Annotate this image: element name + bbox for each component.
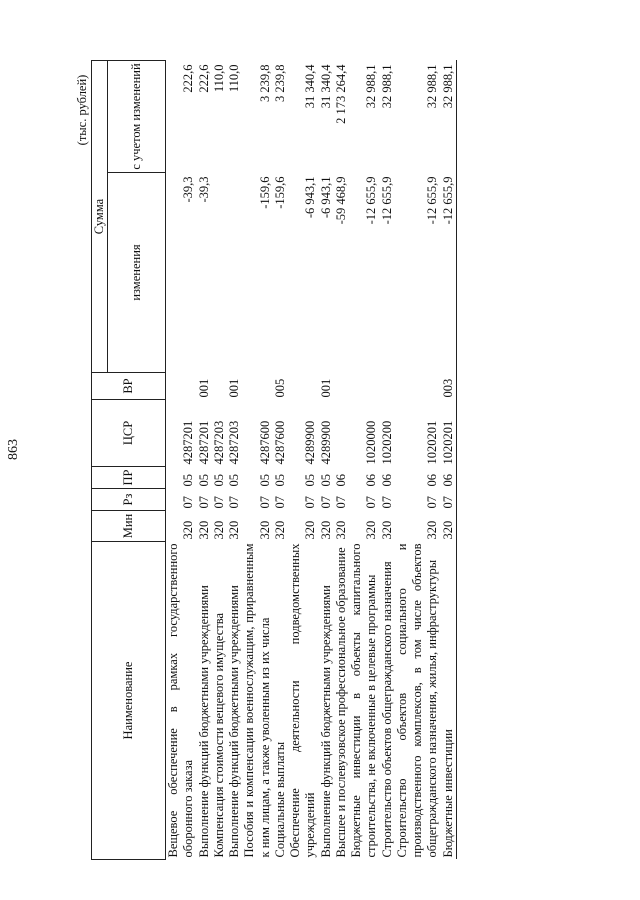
row-total: 32 988,1 bbox=[379, 64, 394, 109]
row-change: -12 655,9 bbox=[364, 176, 379, 225]
row-name: Пособия и компенсации военнослужащим, приравненным к ним лицам, а также уволенным из их числа bbox=[242, 543, 272, 858]
row-pr: 05 bbox=[211, 474, 226, 487]
row-name: Высшее и послевузовское профессиональное образование bbox=[333, 547, 348, 858]
row-total: 31 340,4 bbox=[318, 64, 333, 109]
table-row bbox=[197, 61, 212, 860]
budget-table bbox=[91, 60, 457, 860]
row-change: -59 468,9 bbox=[333, 176, 348, 225]
table-row bbox=[288, 61, 319, 860]
row-min: 320 bbox=[303, 520, 318, 540]
row-name: Выполнение функций бюджетными учреждениями bbox=[227, 585, 241, 858]
row-vr: 005 bbox=[272, 378, 287, 398]
row-name: Бюджетные инвестиции в объекты капитального строительства, не включенные в целевые программы bbox=[349, 543, 379, 858]
row-rz: 07 bbox=[425, 496, 440, 509]
row-change bbox=[227, 173, 242, 373]
table-row bbox=[227, 61, 242, 860]
row-pr: 06 bbox=[425, 474, 440, 487]
table-row bbox=[319, 61, 334, 860]
row-pr: 05 bbox=[257, 474, 272, 487]
row-name: Обеспечение деятельности подведомственных учреждений bbox=[288, 543, 318, 858]
row-change: -39,3 bbox=[181, 176, 196, 203]
row-change: -12 655,9 bbox=[379, 176, 394, 225]
row-csr: 4287600 bbox=[272, 420, 287, 465]
header-csr: ЦСР bbox=[92, 400, 166, 467]
row-vr bbox=[212, 373, 227, 400]
row-total: 2 173 264,4 bbox=[333, 64, 348, 124]
table-row bbox=[212, 61, 227, 860]
row-total: 222,6 bbox=[196, 64, 211, 93]
row-name: Выполнение функций бюджетными учреждениями bbox=[318, 585, 333, 858]
row-pr: 05 bbox=[303, 474, 318, 487]
table-row bbox=[441, 61, 457, 860]
row-change: -12 655,9 bbox=[441, 173, 457, 373]
row-rz: 07 bbox=[257, 496, 272, 509]
row-rz: 07 bbox=[211, 496, 226, 509]
header-pr: ПР bbox=[92, 467, 166, 489]
row-csr: 1020201 bbox=[425, 420, 440, 465]
row-csr: 4287201 bbox=[196, 420, 211, 465]
row-change: -12 655,9 bbox=[425, 176, 440, 225]
units-label: (тыс. рублей) bbox=[75, 74, 89, 146]
row-pr: 05 bbox=[272, 474, 287, 487]
row-csr: 4287203 bbox=[211, 420, 226, 465]
header-name: Наименование bbox=[92, 542, 166, 860]
row-change: -39,3 bbox=[196, 176, 211, 203]
header-min: Мин bbox=[92, 511, 166, 542]
row-vr bbox=[288, 373, 319, 400]
table-row bbox=[395, 61, 441, 860]
table-row bbox=[273, 61, 288, 860]
row-change bbox=[212, 173, 227, 373]
row-vr bbox=[380, 373, 395, 400]
table-row bbox=[166, 61, 197, 860]
row-pr: 06 bbox=[364, 474, 379, 487]
row-csr: 4287600 bbox=[257, 420, 272, 465]
row-pr: 05 bbox=[181, 474, 196, 487]
row-total: 110,0 bbox=[211, 64, 226, 93]
row-change: -159,6 bbox=[272, 176, 287, 209]
row-csr: 4287201 bbox=[181, 420, 196, 465]
row-vr: 001 bbox=[227, 378, 241, 398]
table-row bbox=[380, 61, 395, 860]
row-vr bbox=[334, 373, 349, 400]
row-vr bbox=[166, 373, 197, 400]
row-name: Компенсация стоимости вещевого имущества bbox=[211, 612, 226, 858]
row-min: 320 bbox=[425, 520, 440, 540]
header-with-change: с учетом изменений bbox=[108, 61, 166, 173]
page-number: 863 bbox=[6, 439, 21, 460]
row-vr bbox=[349, 373, 380, 400]
row-total: 31 340,4 bbox=[303, 64, 318, 109]
row-rz: 07 bbox=[441, 489, 457, 511]
row-rz: 07 bbox=[303, 496, 318, 509]
row-pr: 06 bbox=[379, 474, 394, 487]
row-total: 32 988,1 bbox=[425, 64, 440, 109]
row-name: Вещевое обеспечение в рамках государственного оборонного заказа bbox=[166, 543, 196, 858]
table-body bbox=[166, 61, 457, 860]
row-rz: 07 bbox=[227, 496, 241, 509]
row-rz: 07 bbox=[333, 496, 348, 509]
row-min: 320 bbox=[227, 520, 241, 540]
row-min: 320 bbox=[196, 520, 211, 540]
row-csr: 1020201 bbox=[441, 400, 457, 467]
row-total: 110,0 bbox=[227, 64, 241, 93]
row-rz: 07 bbox=[272, 496, 287, 509]
row-name: Социальные выплаты bbox=[272, 741, 287, 858]
header-sum: Сумма bbox=[92, 61, 108, 373]
row-min: 320 bbox=[441, 511, 457, 542]
table-row bbox=[334, 61, 349, 860]
row-csr: 4289900 bbox=[303, 420, 318, 465]
row-pr: 05 bbox=[227, 474, 241, 487]
row-total: 3 239,8 bbox=[257, 64, 272, 102]
row-change: -159,6 bbox=[257, 176, 272, 209]
row-rz: 07 bbox=[318, 496, 333, 509]
row-min: 320 bbox=[379, 520, 394, 540]
row-vr bbox=[242, 373, 273, 400]
row-total: 3 239,8 bbox=[272, 64, 287, 102]
table-row bbox=[242, 61, 273, 860]
row-csr bbox=[334, 400, 349, 467]
row-csr: 4289900 bbox=[318, 420, 333, 465]
header-vr: ВР bbox=[92, 373, 166, 400]
row-change: -6 943,1 bbox=[318, 176, 333, 219]
row-name: Строительство объектов социального и производственного комплексов, в том числе объектов общегражданского назначения, жилья, инфраструктуры bbox=[394, 543, 440, 858]
row-vr: 003 bbox=[441, 373, 457, 400]
row-min: 320 bbox=[333, 520, 348, 540]
row-min: 320 bbox=[211, 520, 226, 540]
row-rz: 07 bbox=[181, 496, 196, 509]
row-vr bbox=[395, 373, 441, 400]
row-min: 320 bbox=[257, 520, 272, 540]
row-min: 320 bbox=[318, 520, 333, 540]
row-csr: 1020200 bbox=[379, 420, 394, 465]
row-name: Выполнение функций бюджетными учреждениями bbox=[196, 585, 211, 858]
row-pr: 06 bbox=[333, 474, 348, 487]
row-name: Строительство объектов общегражданского назначения bbox=[379, 561, 394, 858]
row-min: 320 bbox=[272, 520, 287, 540]
row-total: 32 988,1 bbox=[441, 61, 457, 173]
row-total: 32 988,1 bbox=[364, 64, 379, 109]
row-name: Бюджетные инвестиции bbox=[441, 542, 457, 860]
row-csr: 4287203 bbox=[227, 420, 241, 465]
row-min: 320 bbox=[181, 520, 196, 540]
row-pr: 05 bbox=[196, 474, 211, 487]
row-pr: 06 bbox=[441, 467, 457, 489]
header-change: изменения bbox=[108, 173, 166, 373]
row-total: 222,6 bbox=[181, 64, 196, 93]
row-min: 320 bbox=[364, 520, 379, 540]
row-rz: 07 bbox=[364, 496, 379, 509]
row-change: -6 943,1 bbox=[303, 176, 318, 219]
row-vr: 001 bbox=[318, 378, 333, 398]
row-rz: 07 bbox=[379, 496, 394, 509]
row-rz: 07 bbox=[196, 496, 211, 509]
row-pr: 05 bbox=[318, 474, 333, 487]
row-vr: 001 bbox=[196, 378, 211, 398]
table-row bbox=[349, 61, 380, 860]
row-csr: 1020000 bbox=[364, 420, 379, 465]
header-rz: Рз bbox=[92, 489, 166, 511]
